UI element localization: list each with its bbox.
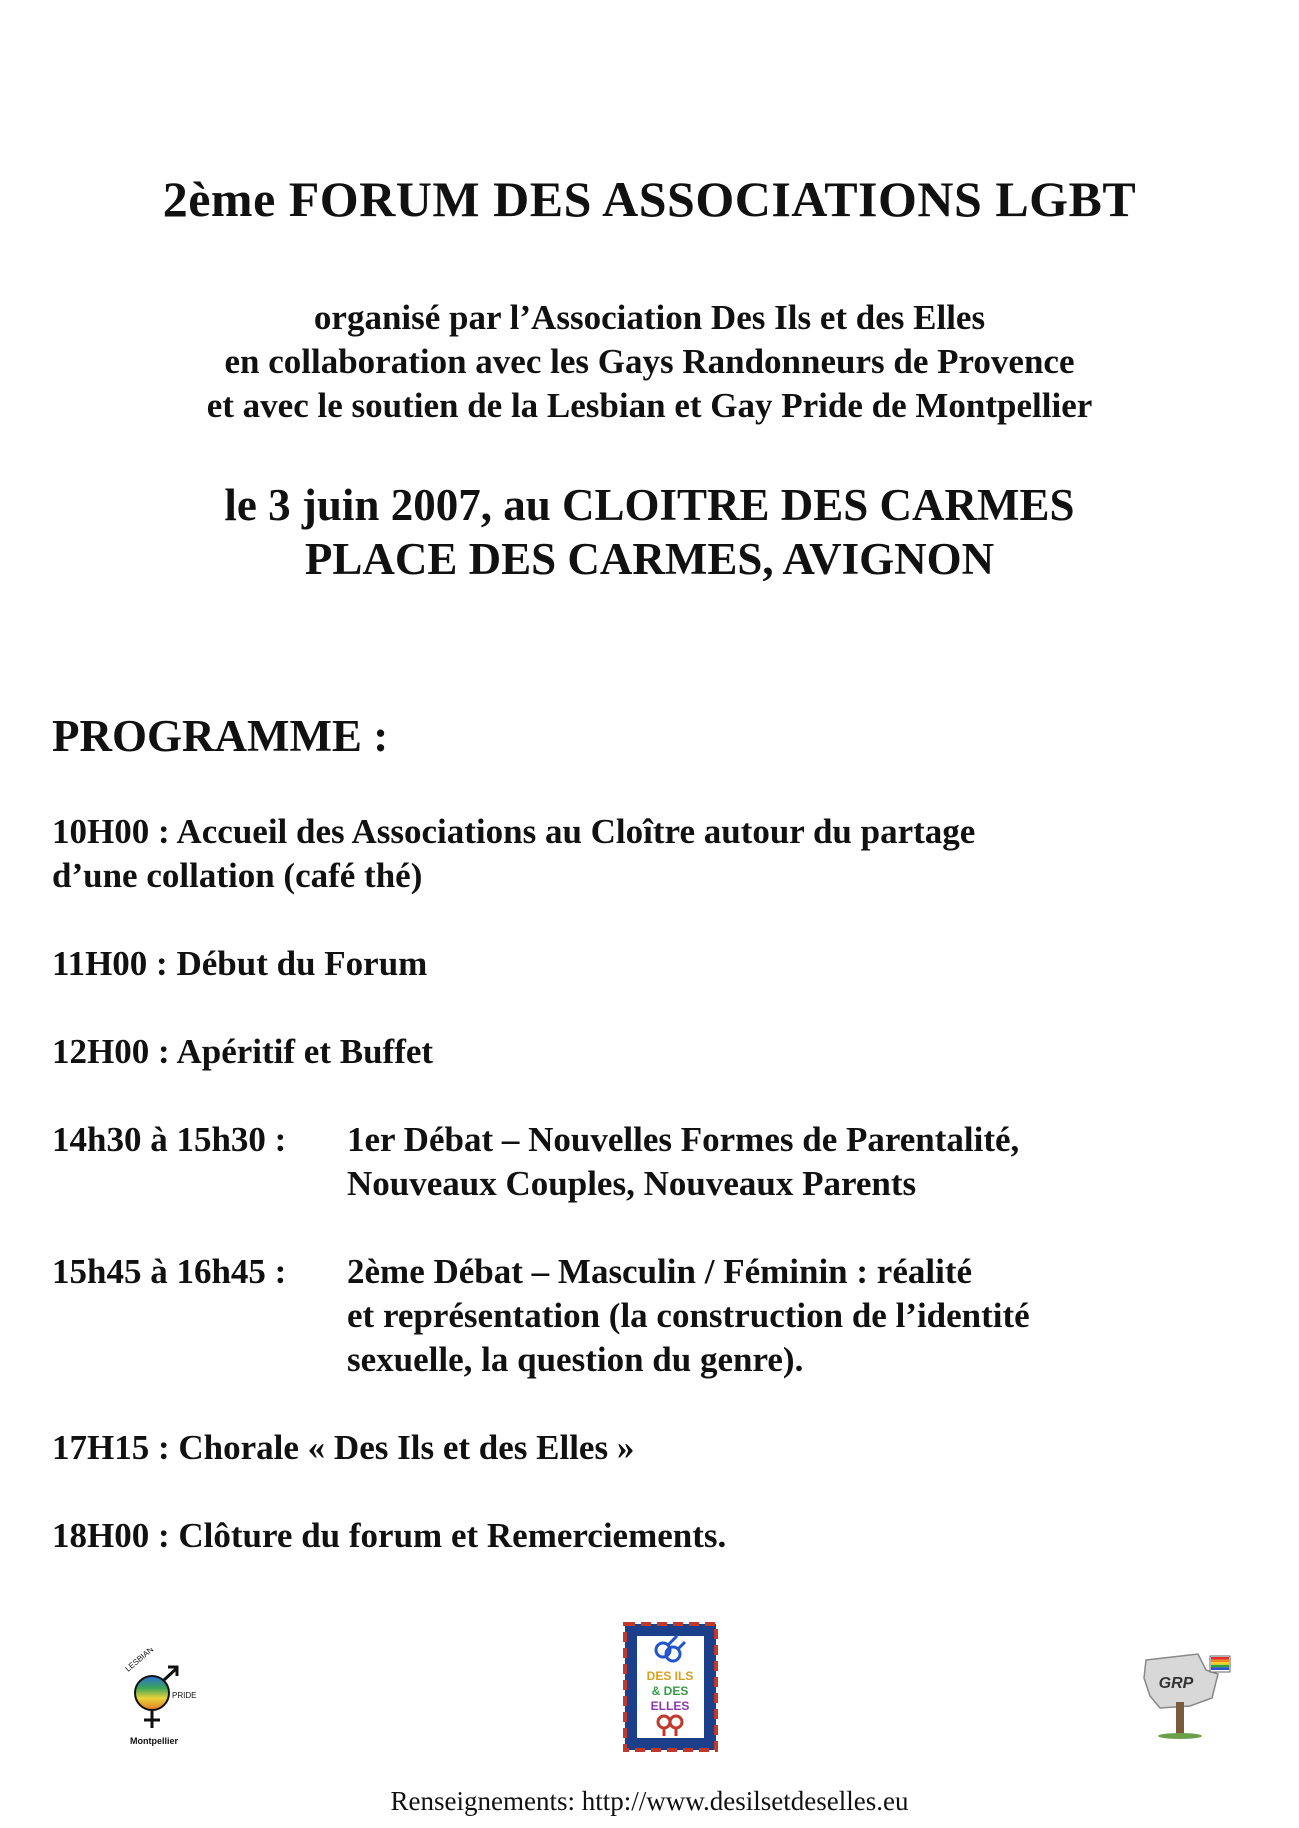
programme-time: 17H15 : bbox=[52, 1428, 170, 1467]
organizer-line: en collaboration avec les Gays Randonneurs de Provence bbox=[224, 342, 1075, 381]
lesbian-gay-pride-logo-icon bbox=[100, 1648, 210, 1748]
event-date-place bbox=[0, 478, 1299, 586]
dide-text-line: ELLES bbox=[650, 1699, 690, 1713]
programme-time: 14h30 à 15h30 : bbox=[52, 1120, 287, 1159]
dide-text-line: DES ILS bbox=[646, 1669, 694, 1683]
event-place: PLACE DES CARMES, AVIGNON bbox=[304, 534, 995, 584]
programme-item bbox=[52, 1514, 726, 1558]
programme-text: Apéritif et Buffet bbox=[176, 1032, 434, 1071]
lgp-arc-text: LESBIAN & GAY bbox=[123, 1648, 176, 1674]
organizer-line: et avec le soutien de la Lesbian et Gay Pride de Montpellier bbox=[206, 386, 1093, 425]
organizer-line: organisé par l’Association Des Ils et des Elles bbox=[313, 298, 986, 337]
programme-text: 1er Débat – Nouvelles Formes de Parentalité, bbox=[347, 1120, 1020, 1159]
programme-text: Début du Forum bbox=[176, 944, 428, 983]
programme-item bbox=[52, 1250, 1030, 1382]
lgp-pride-text: PRIDE bbox=[172, 1691, 197, 1700]
programme-text: d’une collation (café thé) bbox=[52, 856, 423, 895]
programme-item bbox=[52, 1426, 634, 1470]
programme-item bbox=[52, 942, 427, 986]
des-ils-et-des-elles-logo-icon bbox=[623, 1622, 718, 1752]
footer-info: Renseignements: http://www.desilsetdeselles.eu bbox=[390, 1786, 909, 1816]
poster-title: 2ème FORUM DES ASSOCIATIONS LGBT bbox=[162, 171, 1137, 227]
organizers-block bbox=[0, 296, 1299, 428]
programme-text: sexuelle, la question du genre). bbox=[347, 1340, 804, 1379]
programme-text: Nouveaux Couples, Nouveaux Parents bbox=[347, 1164, 917, 1203]
grp-text: GRP bbox=[1158, 1675, 1194, 1692]
programme-heading: PROGRAMME : bbox=[52, 711, 389, 761]
programme-text: Accueil des Associations au Cloître autour du partage bbox=[176, 812, 976, 851]
programme-text: 2ème Débat – Masculin / Féminin : réalité bbox=[347, 1252, 973, 1291]
programme-time: 10H00 : bbox=[52, 812, 170, 851]
grp-signpost-logo-icon bbox=[1140, 1650, 1240, 1740]
programme-text: Clôture du forum et Remerciements. bbox=[178, 1516, 727, 1555]
programme-item bbox=[52, 1118, 1019, 1206]
lgp-city-text: Montpellier bbox=[130, 1736, 179, 1746]
programme-time: 11H00 : bbox=[52, 944, 168, 983]
programme-time: 18H00 : bbox=[52, 1516, 170, 1555]
programme-item bbox=[52, 810, 975, 898]
programme-item bbox=[52, 1030, 433, 1074]
programme-time: 12H00 : bbox=[52, 1032, 170, 1071]
programme-text: et représentation (la construction de l’identité bbox=[347, 1296, 1030, 1335]
event-date: le 3 juin 2007, au CLOITRE DES CARMES bbox=[224, 480, 1075, 530]
programme-time: 15h45 à 16h45 : bbox=[52, 1252, 287, 1291]
programme-text: Chorale « Des Ils et des Elles » bbox=[178, 1428, 635, 1467]
dide-text-line: & DES bbox=[651, 1684, 689, 1698]
